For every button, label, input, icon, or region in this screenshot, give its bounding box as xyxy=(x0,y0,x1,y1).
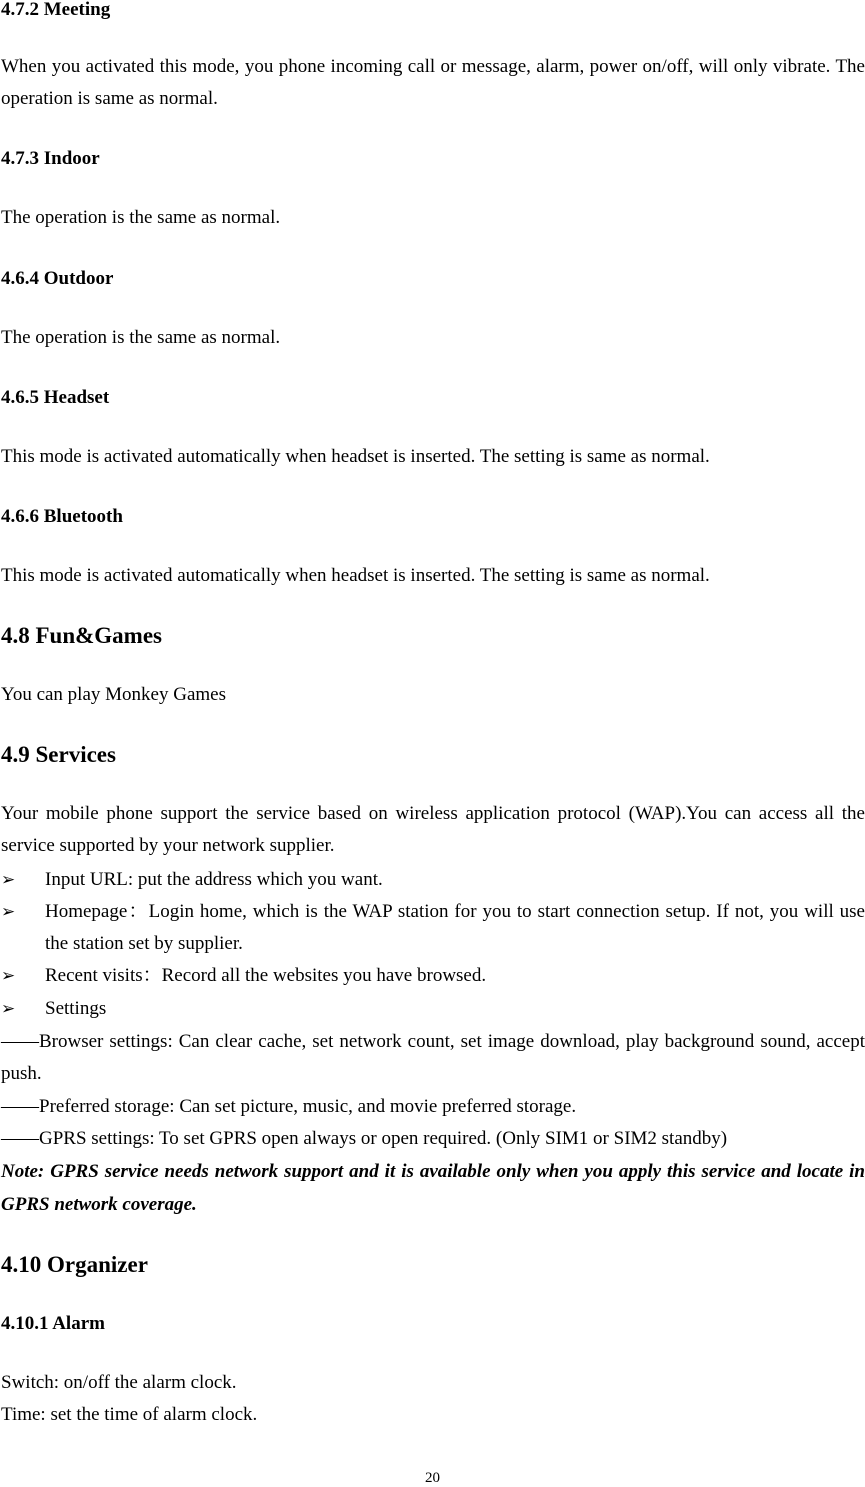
gprs-note: Note: GPRS service needs network support and it is available only when you apply this service and locate in GPRS network coverage. xyxy=(1,1161,865,1215)
list-item-text: Input URL: put the address which you want. xyxy=(45,869,383,890)
heading-outdoor: 4.6.4 Outdoor xyxy=(1,268,114,289)
alarm-time-line: Time: set the time of alarm clock. xyxy=(1,1404,258,1425)
heading-headset: 4.6.5 Headset xyxy=(1,387,110,408)
heading-fun-games: 4.8 Fun&Games xyxy=(1,623,162,648)
heading-indoor: 4.7.3 Indoor xyxy=(1,148,100,169)
paragraph-indoor: The operation is the same as normal. xyxy=(1,207,281,228)
alarm-switch-line: Switch: on/off the alarm clock. xyxy=(1,1372,237,1393)
bullet-arrow-icon: ➢ xyxy=(1,999,16,1019)
paragraph-services: Your mobile phone support the service based on wireless application protocol (WAP).You can access all the service supported by your network supplier. xyxy=(1,803,865,856)
page-number: 20 xyxy=(425,1470,440,1486)
paragraph-fun-games: You can play Monkey Games xyxy=(1,684,226,705)
settings-gprs-line: ——GPRS settings: To set GPRS open always or open required. (Only SIM1 or SIM2 standby) xyxy=(1,1128,728,1149)
paragraph-headset: This mode is activated automatically when headset is inserted. The setting is same as normal. xyxy=(1,446,710,467)
list-item-text: Homepage：Login home, which is the WAP station for you to start connection setup. If not, you will use the station set by supplier. xyxy=(45,901,865,954)
paragraph-outdoor: The operation is the same as normal. xyxy=(1,327,281,348)
paragraph-bluetooth: This mode is activated automatically when headset is inserted. The setting is same as normal. xyxy=(1,565,710,586)
bullet-arrow-icon: ➢ xyxy=(1,902,16,922)
heading-organizer: 4.10 Organizer xyxy=(1,1252,148,1277)
heading-alarm: 4.10.1 Alarm xyxy=(1,1313,105,1334)
settings-browser-line: ——Browser settings: Can clear cache, set network count, set image download, play background sound, accept push. xyxy=(1,1031,865,1084)
heading-meeting: 4.7.2 Meeting xyxy=(1,0,111,20)
settings-storage-line: ——Preferred storage: Can set picture, music, and movie preferred storage. xyxy=(1,1096,577,1117)
heading-services: 4.9 Services xyxy=(1,742,116,767)
list-item-text: Settings xyxy=(45,998,107,1019)
bullet-arrow-icon: ➢ xyxy=(1,870,16,890)
list-item-text: Recent visits：Record all the websites you have browsed. xyxy=(45,965,487,986)
heading-bluetooth: 4.6.6 Bluetooth xyxy=(1,506,123,527)
paragraph-meeting: When you activated this mode, you phone incoming call or message, alarm, power on/off, will only vibrate. The operation is same as normal. xyxy=(1,56,865,109)
bullet-arrow-icon: ➢ xyxy=(1,966,16,986)
